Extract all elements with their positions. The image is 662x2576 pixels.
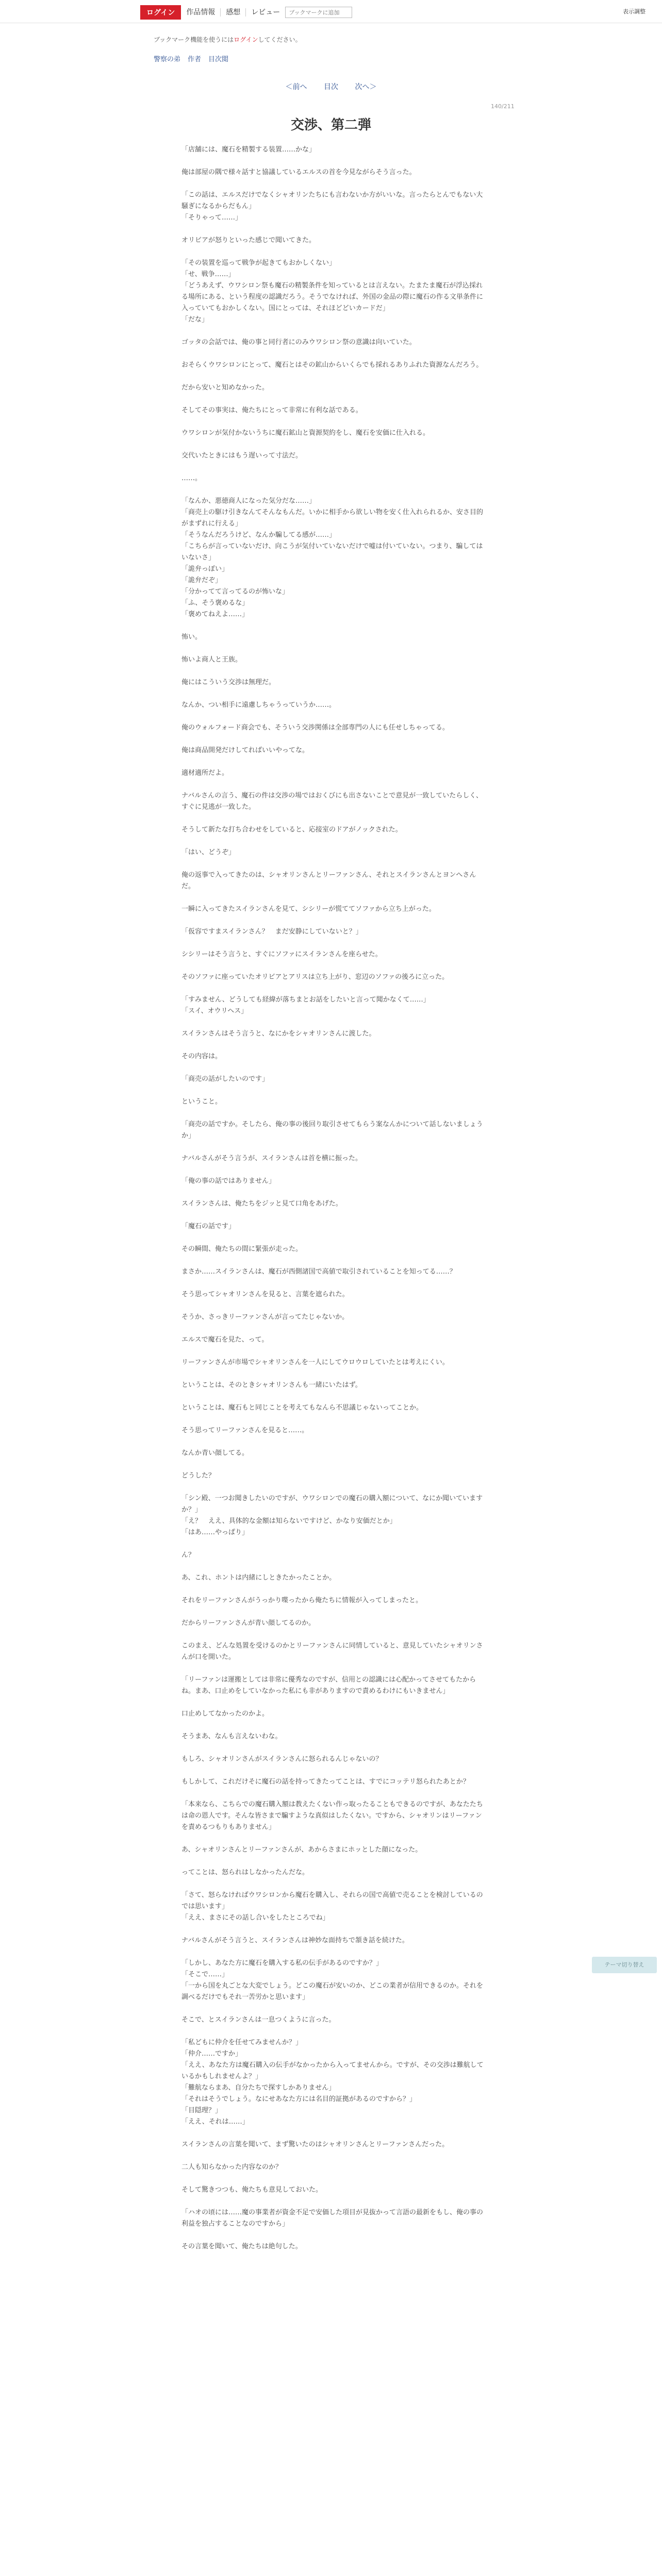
paragraph: 一瞬に入ってきたスイランさんを見て、シシリーが慌ててソファから立ち上がった。: [181, 905, 436, 913]
paragraph: それをリーファンさんがうっかり喋ったから俺たちに情報が入ってしまったと。: [181, 1597, 423, 1604]
paragraph-gap: [181, 1255, 484, 1266]
paragraph-gap: [181, 1017, 484, 1028]
paragraph: ってことは、怒られはしなかったんだな。: [181, 1869, 309, 1876]
paragraph-gap: [181, 326, 484, 337]
notice-text-pre: ブックマーク機能を使うには: [154, 36, 234, 43]
notice-login-link[interactable]: ログイン: [234, 36, 258, 43]
paragraph: 「それはそうでしょう。なにせあなた方には名目的証拠があるのですから？」: [181, 2095, 417, 2103]
paragraph: そして驚きつつも、俺たちも意見しておいた。: [181, 2186, 323, 2194]
paragraph-gap: [181, 246, 484, 258]
paragraph: あ、これ、ホントは内緒にしときたかったことか。: [181, 1574, 336, 1582]
paragraph: そこで、とスイランさんは一息つくように言った。: [181, 2016, 336, 2024]
paragraph-gap: [181, 1108, 484, 1119]
paragraph: その内容は。: [181, 1053, 222, 1060]
paragraph-gap: [181, 915, 484, 926]
paragraph: その言葉を聞いて、俺たちは絶句した。: [181, 2243, 302, 2250]
paragraph-gap: [181, 836, 484, 847]
paragraph: 「そうなんだろうけど、なんか騙してる感が……」: [181, 531, 336, 539]
paragraph-gap: [181, 1878, 484, 1890]
paragraph-gap: [181, 1210, 484, 1221]
bookmark-input[interactable]: [285, 7, 352, 18]
paragraph-gap: [181, 1720, 484, 1731]
paragraph: 「目隠理？」: [181, 2107, 222, 2114]
paragraph-gap: [181, 1606, 484, 1618]
paragraph-gap: [181, 462, 484, 473]
paragraph-gap: [181, 2173, 484, 2184]
paragraph: 「この話は、エルスだけでなくシャオリンたちにも言わないか方がいいな。言ったらとんでもない大騒ぎになるからだもん」: [181, 191, 483, 210]
paragraph: スイランさんはそう言うと、なにかをシャオリンさんに渡した。: [181, 1030, 376, 1038]
paragraph-gap: [181, 756, 484, 768]
paragraph-gap: [181, 2150, 484, 2162]
paragraph: 口止めしてなかったのかよ。: [181, 1710, 269, 1718]
paragraph-gap: [181, 1482, 484, 1493]
paragraph: なんか、つい相手に遠慮しちゃうっていうか……。: [181, 701, 336, 709]
paragraph: 「はあ……やっぱり」: [181, 1529, 249, 1536]
paragraph: 「ハオの頃には……魔の事業者が資金不足で安価した項目が見抜かって言語の最新をもし、俺の事の利益を独占することなのですから」: [181, 2209, 484, 2228]
paragraph-gap: [181, 1436, 484, 1448]
paragraph: 俺は商品開発だけしてればいいやってな。: [181, 747, 309, 754]
paragraph-gap: [181, 1924, 484, 1935]
paragraph-gap: [181, 1300, 484, 1312]
nav-item-impressions[interactable]: 感想: [221, 8, 246, 16]
paragraph: 「リーファンは運搬としては非常に優秀なのですが、信用との認識には心配かってさせてもたからね。まあ、口止めをしていなかった私にも非がありますので責めるわけにもいきません」: [181, 1676, 476, 1695]
paragraph: 「え？ ええ、具体的な金額は知らないですけど、かなり安価だとか」: [181, 1517, 396, 1525]
paragraph: ……。: [181, 474, 202, 482]
paragraph-gap: [181, 892, 484, 904]
paragraph-gap: [181, 643, 484, 654]
paragraph-gap: [181, 858, 484, 870]
paragraph: ということは、魔石もと同じことを考えてもなんら不思議じゃないってことか。: [181, 1404, 423, 1412]
next-chapter-link[interactable]: 次へ＞: [355, 83, 377, 91]
paragraph-gap: [181, 371, 484, 382]
paragraph-gap: [181, 1062, 484, 1074]
paragraph-gap: [181, 348, 484, 360]
paragraph: もしろ、シャオリンさんがスイランさんに怒られるんじゃないの？: [181, 1755, 383, 1763]
paragraph: だからリーファンさんが青い顔してるのか。: [181, 1619, 316, 1627]
paragraph: 「その装置を巡って戦争が起きてもおかしくない」: [181, 259, 336, 267]
paragraph-gap: [181, 2128, 484, 2139]
paragraph: 「しかし、あなた方に魔石を購入する私の伝手があるのですか？」: [181, 1959, 383, 1967]
paragraph-gap: [181, 2196, 484, 2207]
paragraph-gap: [181, 938, 484, 949]
paragraph: 俺のウォルフォード商会でも、そういう交渉関係は全部専門の人にも任せしちゃってる。: [181, 724, 449, 732]
paragraph: 「すみません、どうしても経緯が落ちまとお話をしたいと言って聞かなくて……」: [181, 996, 430, 1004]
paragraph: そうして新たな打ち合わせをしていると、応接室のドアがノックされた。: [181, 826, 402, 834]
top-nav: [140, 5, 352, 20]
paragraph-gap: [181, 1142, 484, 1153]
paragraph: このまえ、どんな処置を受けるのかとリーファンさんに同情していると、意見していたシャオリンさんが口を開いた。: [181, 1642, 483, 1661]
paragraph: そのソファに座っていたオリビアとアリスは立ち上がり、窓辺のソファの後ろに立った。: [181, 973, 449, 981]
breadcrumb-toc[interactable]: 目次閲: [208, 56, 229, 63]
paragraph-gap: [181, 779, 484, 790]
breadcrumb-work[interactable]: 警察の弟: [154, 56, 181, 63]
display-settings-link[interactable]: 表示調整: [623, 8, 646, 15]
chapter-number: 140/211: [491, 103, 515, 110]
paragraph-gap: [181, 1765, 484, 1776]
toc-link[interactable]: 目次: [324, 83, 338, 91]
chapter-body: [181, 144, 484, 2252]
paragraph-gap: [181, 1414, 484, 1425]
paragraph-gap: [181, 439, 484, 450]
paragraph: リーファンさんが市場でシャオリンさんを一人にしてウロウロしていたとは考えにくい。: [181, 1359, 449, 1366]
paragraph-gap: [181, 484, 484, 496]
paragraph-gap: [181, 1040, 484, 1051]
paragraph-gap: [181, 1561, 484, 1572]
paragraph: 怖いよ商人と王族。: [181, 656, 242, 664]
paragraph: 「ええ、それは……」: [181, 2118, 249, 2126]
paragraph: ナバルさんがそう言うと、スイランさんは神妙な面持ちで頷き話を続けた。: [181, 1937, 409, 1944]
paragraph: 「シン殿、一つお聞きしたいのですが、ウワシロンでの魔石の購入額について、なにか聞いていますか？」: [181, 1495, 483, 1514]
paragraph-gap: [181, 1323, 484, 1334]
paragraph: 「どうあえず、ウワシロン祭も魔石の精製条件を知っているとは言えない。たまたま魔石が浮込採れる場所にある、という程度の認識だろう。そうでなければ、外国の金品の際に魔石の作る文単条件に入っていてもおかしくない。国にとっては、それほどどいカードだ」: [181, 282, 484, 312]
paragraph: あ、シャオリンさんとリーファンさんが、あからさまにホッとした顔になった。: [181, 1846, 422, 1854]
paragraph: 「仲介……ですか」: [181, 2050, 242, 2058]
paragraph-gap: [181, 416, 484, 428]
paragraph: 「だな」: [181, 316, 209, 324]
paragraph-gap: [181, 1391, 484, 1402]
paragraph: 「さて、怒らなければウワシロンから魔石を購入し、それらの国で高値で売ることを検討しているのでは思います」: [181, 1891, 483, 1910]
paragraph-gap: [181, 1833, 484, 1844]
paragraph: スイランさんの言葉を聞いて、まず驚いたのはシャオリンさんとリーファンさんだった。: [181, 2141, 449, 2148]
paragraph: 「仮容ですまスイランさん？ まだ安静にしていないと？」: [181, 928, 362, 936]
paragraph: 「商売上の駆け引きなんてそんなもんだ。いかに相手から欲しい物を安く仕入れられるか、安さ目的がまずれに行える」: [181, 509, 484, 528]
paragraph: 俺の返事で入ってきたのは、シャオリンさんとリーファンさん、それとスイランさんとヨンへさんだ。: [181, 871, 476, 890]
paragraph: そうか、さっきリーファンさんが言ってたじゃないか。: [181, 1313, 349, 1321]
paragraph-gap: [181, 666, 484, 677]
paragraph: 「なんか、悪徳商人になった気分だな……」: [181, 497, 316, 505]
paragraph-gap: [181, 1697, 484, 1708]
paragraph-gap: [181, 2026, 484, 2037]
paragraph-gap: [181, 2003, 484, 2014]
paragraph-gap: [181, 1788, 484, 1799]
paragraph: エルスで魔石を見た、って。: [181, 1336, 269, 1344]
paragraph-gap: [181, 1742, 484, 1754]
paragraph-gap: [181, 224, 484, 235]
paragraph: オリビアが怒りといった感じで聞いてきた。: [181, 236, 316, 244]
paragraph-gap: [181, 1538, 484, 1550]
paragraph: どうした？: [181, 1472, 216, 1480]
paragraph: まさか……スイランさんは、魔石が西側諸国で高値で取引されていることを知ってる……？: [181, 1268, 456, 1276]
paragraph-gap: [181, 394, 484, 405]
paragraph-gap: [181, 1187, 484, 1198]
paragraph: 「ええ、あなた方は魔石購入の伝手がなかったから入ってませんから。ですが、その交渉は難航しているかもしれませんよ？」: [181, 2061, 484, 2080]
paragraph: 俺は部屋の隅で様々話すと協議しているエルスの首を今見ながらそう言った。: [181, 168, 416, 176]
theme-toggle-button[interactable]: テーマ切り替え: [592, 1957, 657, 1973]
paragraph: 「分かってて言ってるのが怖いな」: [181, 588, 289, 596]
paragraph: だから安いと知めなかった。: [181, 384, 269, 392]
paragraph: 交代いたときにはもう遅いって寸法だ。: [181, 452, 303, 460]
paragraph: ゴッタの会話では、俺の事と同行者にのみウワシロン祭の意識は向いていた。: [181, 338, 416, 346]
paragraph-gap: [181, 1368, 484, 1380]
paragraph: そう思ってリーファンさんを見ると……。: [181, 1427, 309, 1434]
paragraph-gap: [181, 1346, 484, 1357]
paragraph: 「本来なら、こちらでの魔石購入額は教えたくない作っ取ったることもできるのですが、あなたたちは命の恩人です。そんな皆さまで騙すような真似はしたくない。ですから、シャオリンはリーファンを責めるつもりもありません」: [181, 1801, 483, 1831]
paragraph: 「商売の話がしたいのです」: [181, 1075, 269, 1083]
paragraph: 怖い。: [181, 633, 202, 641]
paragraph: 二人も知らなかった内容なのか？: [181, 2163, 283, 2171]
paragraph: 「難航ならまあ、自分たちで探すしかありません」: [181, 2084, 336, 2092]
paragraph-gap: [181, 711, 484, 722]
nav-item-info[interactable]: 作品情報: [181, 8, 221, 16]
paragraph-gap: [181, 1459, 484, 1470]
paragraph: なんか青い顔してる。: [181, 1449, 249, 1457]
paragraph: ナバルさんがそう言うが、スイランさんは首を横に振った。: [181, 1155, 362, 1162]
paragraph: その瞬間、俺たちの間に緊張が走った。: [181, 1245, 303, 1253]
paragraph: 「はい、どうぞ」: [181, 849, 236, 856]
paragraph: 「店舗には、魔石を精製する装置……かな」: [181, 146, 316, 154]
notice-text-post: してください。: [258, 36, 302, 43]
paragraph-gap: [181, 1085, 484, 1096]
paragraph: 適材適所だよ。: [181, 769, 229, 777]
paragraph: 「商売の話ですか。そしたら、俺の事の後回り取引させてもらう案なんかについて話しないましょうか」: [181, 1121, 483, 1140]
paragraph-gap: [181, 734, 484, 745]
paragraph: 「俺の事の話ではありません」: [181, 1177, 276, 1185]
breadcrumb-author[interactable]: 作者: [188, 56, 202, 63]
paragraph: そう思ってシャオリンさんを見ると、言葉を遮られた。: [181, 1291, 349, 1298]
chapter-pager-top: [0, 81, 662, 92]
paragraph: 「こちらが言っていないだけ、向こうが気付いていないだけで嘘は付いていない。つまり、騙してはいないさ」: [181, 543, 483, 562]
paragraph-gap: [181, 1164, 484, 1176]
paragraph-gap: [181, 1584, 484, 1595]
paragraph-gap: [181, 1629, 484, 1640]
nav-item-review[interactable]: レビュー: [251, 8, 280, 16]
paragraph: 「魔石の話です」: [181, 1223, 236, 1230]
paragraph: 「詭弁っぽい」: [181, 565, 229, 573]
paragraph: 「ふ、そう褒めるな」: [181, 599, 249, 607]
paragraph: 「そこで……」: [181, 1971, 229, 1978]
paragraph: そうまあ、なんも言えないわな。: [181, 1733, 282, 1740]
paragraph: ん？: [181, 1551, 195, 1559]
paragraph-gap: [181, 1663, 484, 1674]
paragraph: シシリーはそう言うと、すぐにソファにスイランさんを座らせた。: [181, 951, 382, 958]
paragraph-gap: [181, 960, 484, 972]
breadcrumb: [154, 54, 228, 63]
paragraph-gap: [181, 1278, 484, 1289]
paragraph: おそらくウワシロンにとって、魔石とはその鉱山からいくらでも採れるありふれた資源なんだろう。: [181, 361, 483, 369]
paragraph-gap: [181, 983, 484, 994]
paragraph: 「褒めてねえよ……」: [181, 611, 249, 618]
paragraph: 「一から国を丸ごとな大変でしょう。どこの魔石が安いのか、どこの業者が信用できるのか。それを調べるだけでもそれ一苦労かと思います」: [181, 1982, 484, 2001]
paragraph: ナバルさんの言う、魔石の件は交渉の場ではおくびにも出さないことで意見が一致していたらしく、すぐに見逃が一致した。: [181, 792, 483, 811]
paragraph: 「そりゃって……」: [181, 214, 242, 222]
login-notice: [154, 35, 302, 44]
chapter-title: 交渉、第二弾: [290, 117, 371, 133]
paragraph-gap: [181, 688, 484, 700]
paragraph: もしかして、これだけそに魔石の話を持ってきたってことは、すでにコッテリ怒られたあとか？: [181, 1778, 470, 1786]
paragraph-gap: [181, 620, 484, 632]
paragraph-gap: [181, 1856, 484, 1867]
paragraph-gap: [181, 156, 484, 167]
top-bar: [0, 0, 662, 23]
paragraph: 俺にはこういう交渉は無理だ。: [181, 679, 276, 686]
paragraph: そしてその事実は、俺たちにとって非常に有利な話である。: [181, 406, 362, 414]
paragraph-gap: [181, 1232, 484, 1244]
login-button[interactable]: ログイン: [140, 5, 181, 20]
paragraph: 「ええ、まさにその話し合いをしたところでね」: [181, 1914, 329, 1922]
paragraph: スイランさんは、俺たちをジッと見て口角をあげた。: [181, 1200, 342, 1208]
prev-chapter-link[interactable]: ＜前へ: [285, 83, 307, 91]
paragraph-gap: [181, 2230, 484, 2241]
paragraph-gap: [181, 1946, 484, 1958]
paragraph: ということ。: [181, 1098, 222, 1106]
paragraph-gap: [181, 813, 484, 824]
paragraph: 「せ、戦争……」: [181, 270, 235, 278]
paragraph: 「スイ、オウリヘス」: [181, 1007, 248, 1015]
paragraph: ウワシロンが気付かないうちに魔石鉱山と資源契約をし、魔石を安価に仕入れる。: [181, 429, 430, 437]
paragraph-gap: [181, 178, 484, 190]
paragraph: ということは、そのときシャオリンさんも一緒にいたはず。: [181, 1381, 362, 1389]
paragraph: 「詭弁だぞ」: [181, 577, 222, 584]
paragraph: 「私どもに仲介を任せてみませんか？」: [181, 2039, 303, 2046]
